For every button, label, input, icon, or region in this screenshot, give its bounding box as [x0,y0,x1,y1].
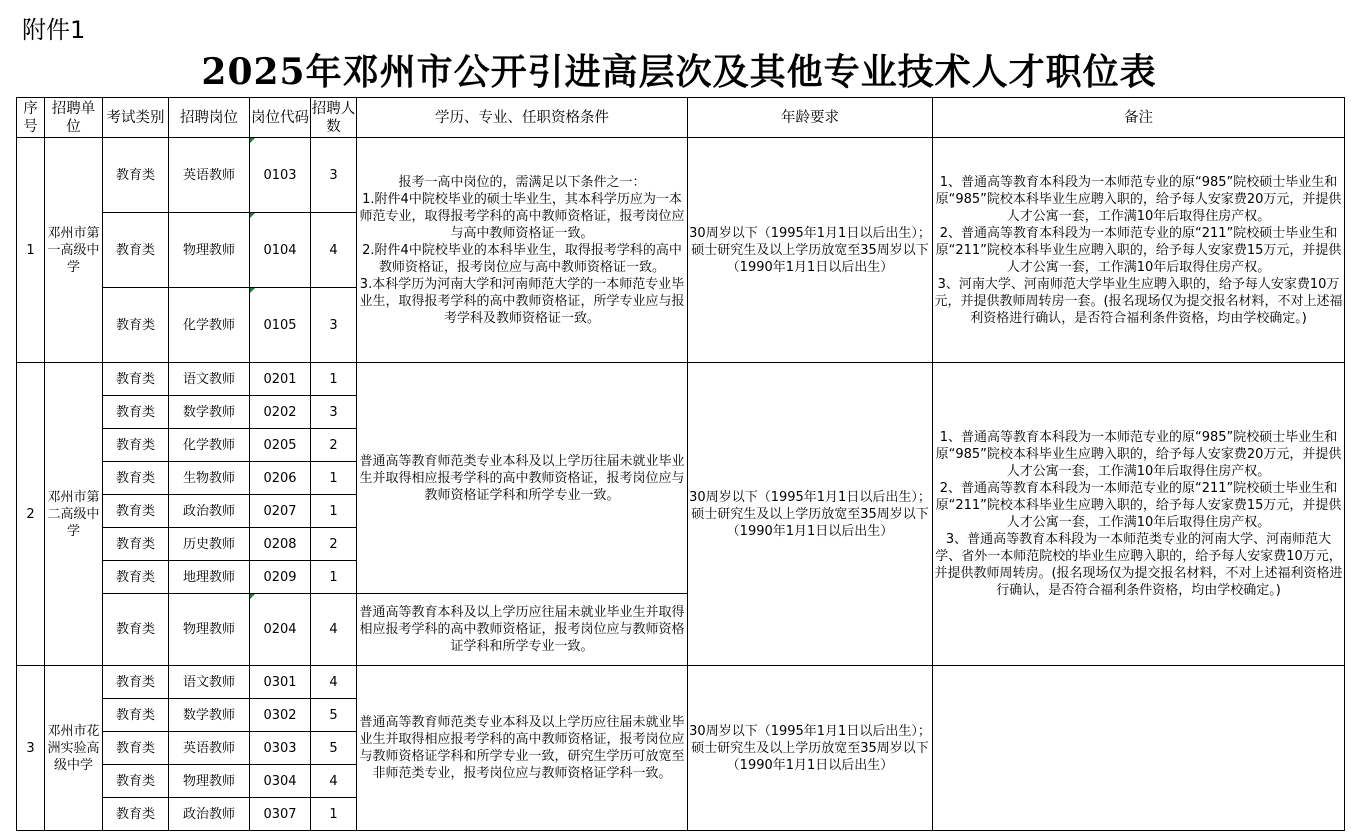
cell-unit: 邓州市花洲实验高级中学 [45,666,103,831]
cell-seq: 2 [17,363,45,666]
cell-position: 化学教师 [169,288,250,363]
cell-count: 2 [311,528,357,561]
cell-code: 0207 [250,495,311,528]
cell-position: 生物教师 [169,462,250,495]
positions-table [16,97,1345,831]
cell-position: 化学教师 [169,429,250,462]
cell-position: 英语教师 [169,138,250,213]
cell-unit: 邓州市第二高级中学 [45,363,103,666]
cell-count: 3 [311,396,357,429]
cell-code: 0301 [250,666,311,699]
cell-position: 政治教师 [169,798,250,831]
cell-exam-type: 教育类 [103,732,169,765]
page-title: 2025年邓州市公开引进高层次及其他专业技术人才职位表 [201,51,1157,93]
header-count: 招聘人数 [311,98,357,138]
cell-exam-type: 教育类 [103,561,169,594]
cell-code: 0104 [250,213,311,288]
cell-exam-type: 教育类 [103,495,169,528]
attachment-label: 附件1 [22,16,86,44]
cell-code: 0208 [250,528,311,561]
cell-seq: 1 [17,138,45,363]
cell-remarks [933,666,1345,831]
cell-count: 1 [311,798,357,831]
cell-code: 0202 [250,396,311,429]
header-unit: 招聘单位 [45,98,103,138]
cell-position: 物理教师 [169,594,250,666]
cell-exam-type: 教育类 [103,213,169,288]
cell-exam-type: 教育类 [103,594,169,666]
cell-age: 30周岁以下（1995年1月1日以后出生）；硕士研究生及以上学历放宽至35周岁以下（1990年1月1日以后出生） [688,666,933,831]
cell-code: 0105 [250,288,311,363]
cell-code: 0204 [250,594,311,666]
cell-position: 英语教师 [169,732,250,765]
cell-position: 地理教师 [169,561,250,594]
cell-count: 1 [311,462,357,495]
cell-requirements: 报考一高中岗位的，需满足以下条件之一： 1.附件4中院校毕业的硕士毕业生，其本科学历应为一本师范专业，取得报考学科的高中教师资格证，报考岗位应与高中教师资格证一致。 2.附件4中院校毕业的本科毕业生，取得报考学科的高中教师资格证，报考岗位应与高中教师资格证一致。 3.本科学历为河南大学和河南师范大学的一本师范专业毕业生，取得报考学科的高中教师资格证，所学专业应与报考学科及教师资格证一致。 [357,138,688,363]
cell-remarks: 1、普通高等教育本科段为一本师范专业的原“985”院校硕士毕业生和原“985”院校本科毕业生应聘入职的，给予每人安家费20万元，并提供人才公寓一套，工作满10年后取得住房产权。 2、普通高等教育本科段为一本师范专业的原“211”院校硕士毕业生和原“211”院校本科毕业生应聘入职的，给予每人安家费15万元，并提供人才公寓一套，工作满10年后取得住房产权。 3、河南大学、河南师范大学毕业生应聘入职的，给予每人安家费10万元，并提供教师周转房一套。(报名现场仅为提交报名材料，不对上述福利资格进行确认，是否符合福利条件资格，均由学校确定。) [933,138,1345,363]
cell-position: 政治教师 [169,495,250,528]
cell-code: 0103 [250,138,311,213]
cell-code: 0307 [250,798,311,831]
cell-age: 30周岁以下（1995年1月1日以后出生）；硕士研究生及以上学历放宽至35周岁以下（1990年1月1日以后出生） [688,363,933,666]
header-exam-type: 考试类别 [103,98,169,138]
cell-unit: 邓州市第一高级中学 [45,138,103,363]
cell-code: 0206 [250,462,311,495]
cell-position: 数学教师 [169,396,250,429]
cell-code: 0302 [250,699,311,732]
cell-exam-type: 教育类 [103,138,169,213]
cell-count: 5 [311,732,357,765]
table-row [17,363,1345,396]
header-requirements: 学历、专业、任职资格条件 [357,98,688,138]
cell-position: 语文教师 [169,363,250,396]
cell-code: 0205 [250,429,311,462]
cell-code: 0303 [250,732,311,765]
cell-exam-type: 教育类 [103,765,169,798]
cell-exam-type: 教育类 [103,666,169,699]
cell-exam-type: 教育类 [103,396,169,429]
cell-position: 历史教师 [169,528,250,561]
cell-count: 1 [311,495,357,528]
cell-requirements: 普通高等教育本科及以上学历应往届未就业毕业生并取得相应报考学科的高中教师资格证，报考岗位应与教师资格证学科和所学专业一致。 [357,594,688,666]
cell-seq: 3 [17,666,45,831]
cell-count: 4 [311,666,357,699]
cell-count: 1 [311,363,357,396]
header-age: 年龄要求 [688,98,933,138]
cell-count: 4 [311,765,357,798]
cell-requirements: 普通高等教育师范类专业本科及以上学历往届未就业毕业生并取得相应报考学科的高中教师资格证，报考岗位应与教师资格证学科和所学专业一致。 [357,363,688,594]
cell-remarks: 1、普通高等教育本科段为一本师范专业的原“985”院校硕士毕业生和原“985”院校本科毕业生应聘入职的，给予每人安家费20万元，并提供人才公寓一套，工作满10年后取得住房产权。 2、普通高等教育本科段为一本师范专业的原“211”院校硕士毕业生和原“211”院校本科毕业生应聘入职的，给予每人安家费15万元，并提供人才公寓一套，工作满10年后取得住房产权。 3、普通高等教育本科段为一本师范类专业的河南大学、河南师范大学、省外一本师范院校的毕业生应聘入职的，给予每人安家费10万元，并提供教师周转房。(报名现场仅为提交报名材料，不对上述福利资格进行确认，是否符合福利条件资格，均由学校确定。) [933,363,1345,666]
cell-count: 3 [311,288,357,363]
cell-age: 30周岁以下（1995年1月1日以后出生）；硕士研究生及以上学历放宽至35周岁以下（1990年1月1日以后出生） [688,138,933,363]
header-code: 岗位代码 [250,98,311,138]
cell-position: 数学教师 [169,699,250,732]
header-position: 招聘岗位 [169,98,250,138]
cell-code: 0304 [250,765,311,798]
cell-code: 0201 [250,363,311,396]
cell-position: 物理教师 [169,213,250,288]
cell-requirements: 普通高等教育师范类专业本科及以上学历应往届未就业毕业生并取得相应报考学科的高中教师资格证，报考岗位应与教师资格证学科和所学专业一致，研究生学历可放宽至非师范类专业，报考岗位应与教师资格证学科一致。 [357,666,688,831]
header-row [17,98,1345,138]
table-row [17,666,1345,699]
cell-exam-type: 教育类 [103,528,169,561]
cell-exam-type: 教育类 [103,429,169,462]
cell-count: 3 [311,138,357,213]
cell-code: 0209 [250,561,311,594]
cell-exam-type: 教育类 [103,699,169,732]
cell-count: 5 [311,699,357,732]
cell-exam-type: 教育类 [103,363,169,396]
header-seq: 序号 [17,98,45,138]
cell-count: 4 [311,594,357,666]
cell-count: 4 [311,213,357,288]
cell-position: 物理教师 [169,765,250,798]
cell-position: 语文教师 [169,666,250,699]
cell-count: 1 [311,561,357,594]
cell-exam-type: 教育类 [103,288,169,363]
table-row [17,138,1345,213]
cell-count: 2 [311,429,357,462]
header-remarks: 备注 [933,98,1345,138]
cell-exam-type: 教育类 [103,798,169,831]
cell-exam-type: 教育类 [103,462,169,495]
